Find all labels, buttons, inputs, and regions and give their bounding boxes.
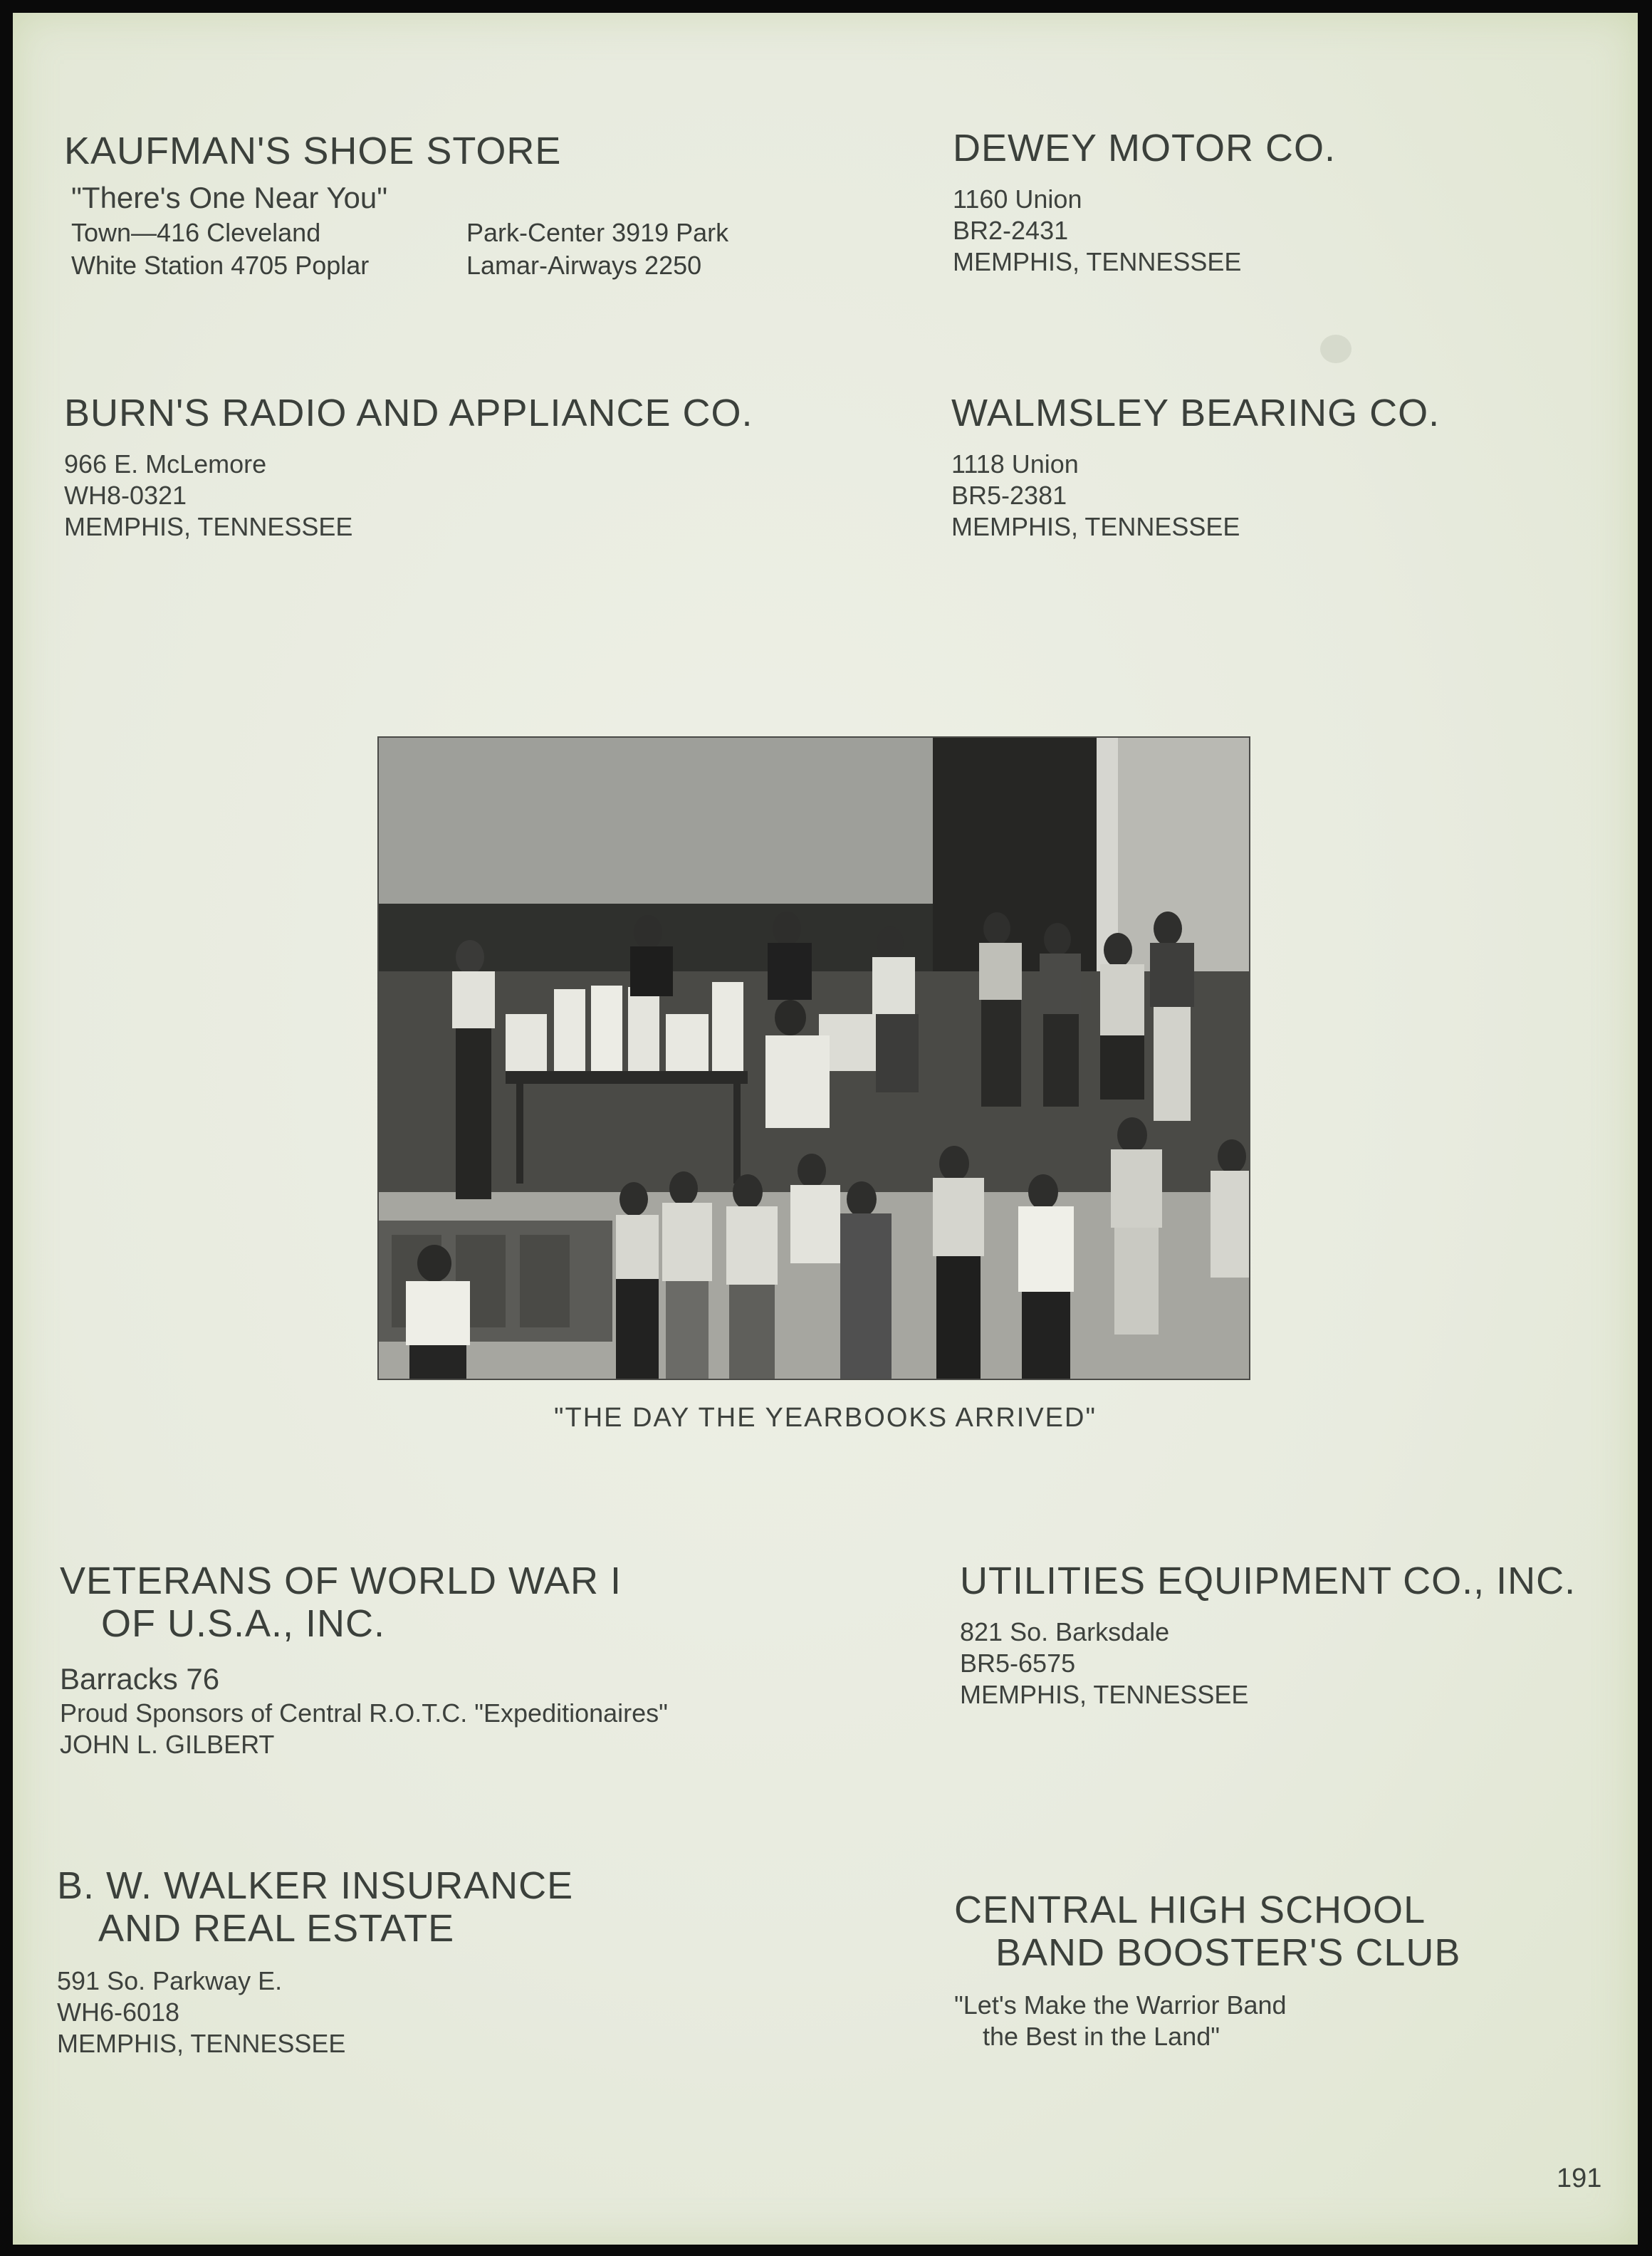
ad-phone: BR5-6575 — [960, 1649, 1076, 1678]
ad-address: 821 So. Barksdale — [960, 1617, 1170, 1646]
ad-dewey-motor-co — [953, 127, 1336, 278]
store-location: Park-Center 3919 Park — [466, 218, 729, 247]
store-location: Lamar-Airways 2250 — [466, 251, 702, 280]
ad-title-line: VETERANS OF WORLD WAR I — [60, 1560, 622, 1602]
ad-title: BURN'S RADIO AND APPLIANCE CO. — [64, 392, 753, 434]
ad-title: DEWEY MOTOR CO. — [953, 127, 1337, 169]
ad-phone: BR5-2381 — [951, 481, 1067, 510]
ad-title: KAUFMAN'S SHOE STORE — [64, 130, 562, 172]
ad-city: MEMPHIS, TENNESSEE — [960, 1680, 1249, 1709]
ad-bw-walker-insurance — [57, 1864, 573, 2059]
photo-illustration — [377, 736, 1250, 1380]
ad-phone: WH6-6018 — [57, 1998, 180, 2027]
ad-burns-radio-appliance — [64, 392, 753, 543]
ad-address: 1118 Union — [951, 449, 1079, 479]
ad-city: MEMPHIS, TENNESSEE — [951, 512, 1240, 541]
store-locations-row — [64, 249, 728, 282]
ad-walmsley-bearing-co — [951, 392, 1440, 543]
ad-title — [954, 1889, 1460, 1974]
ad-line: Proud Sponsors of Central R.O.T.C. "Expeditionaires" — [60, 1698, 668, 1728]
ad-line: JOHN L. GILBERT — [60, 1730, 275, 1759]
ad-kaufmans-shoe-store — [64, 130, 728, 282]
ad-title — [60, 1560, 668, 1645]
ad-slogan: "Let's Make the Warrior Band — [954, 1990, 1287, 2020]
ad-title-line: CENTRAL HIGH SCHOOL — [954, 1889, 1426, 1931]
paper-blemish — [1320, 335, 1352, 363]
ad-title-line: B. W. WALKER INSURANCE — [57, 1864, 574, 1907]
ad-utilities-equipment — [960, 1560, 1576, 1711]
ad-title-line: BAND BOOSTER'S CLUB — [995, 1931, 1461, 1974]
yearbook-page — [13, 13, 1638, 2245]
store-location: White Station 4705 Poplar — [71, 251, 370, 280]
store-location: Town—416 Cleveland — [71, 218, 321, 247]
ad-title: WALMSLEY BEARING CO. — [951, 392, 1441, 434]
ad-title: UTILITIES EQUIPMENT CO., INC. — [960, 1560, 1577, 1602]
store-locations-row — [64, 216, 728, 249]
page-number: 191 — [1557, 2163, 1602, 2193]
yearbook-photo — [377, 736, 1250, 1380]
ad-address: 966 E. McLemore — [64, 449, 267, 479]
ad-title-line: OF U.S.A., INC. — [101, 1602, 386, 1645]
ad-veterans-wwi — [60, 1560, 668, 1760]
ad-city: MEMPHIS, TENNESSEE — [57, 2029, 346, 2058]
ad-address: 591 So. Parkway E. — [57, 1966, 283, 1995]
ad-city: MEMPHIS, TENNESSEE — [953, 247, 1242, 276]
photo-caption: "THE DAY THE YEARBOOKS ARRIVED" — [554, 1403, 1097, 1433]
ad-address: 1160 Union — [953, 184, 1082, 214]
ad-phone: BR2-2431 — [953, 216, 1069, 245]
ad-subtitle: Barracks 76 — [60, 1662, 220, 1696]
ad-band-boosters-club — [954, 1889, 1460, 2052]
ad-slogan: "There's One Near You" — [71, 181, 388, 214]
ad-city: MEMPHIS, TENNESSEE — [64, 512, 353, 541]
ad-title-line: AND REAL ESTATE — [98, 1907, 455, 1950]
ad-phone: WH8-0321 — [64, 481, 187, 510]
ad-slogan: the Best in the Land" — [983, 2022, 1220, 2051]
ad-title — [57, 1864, 573, 1950]
